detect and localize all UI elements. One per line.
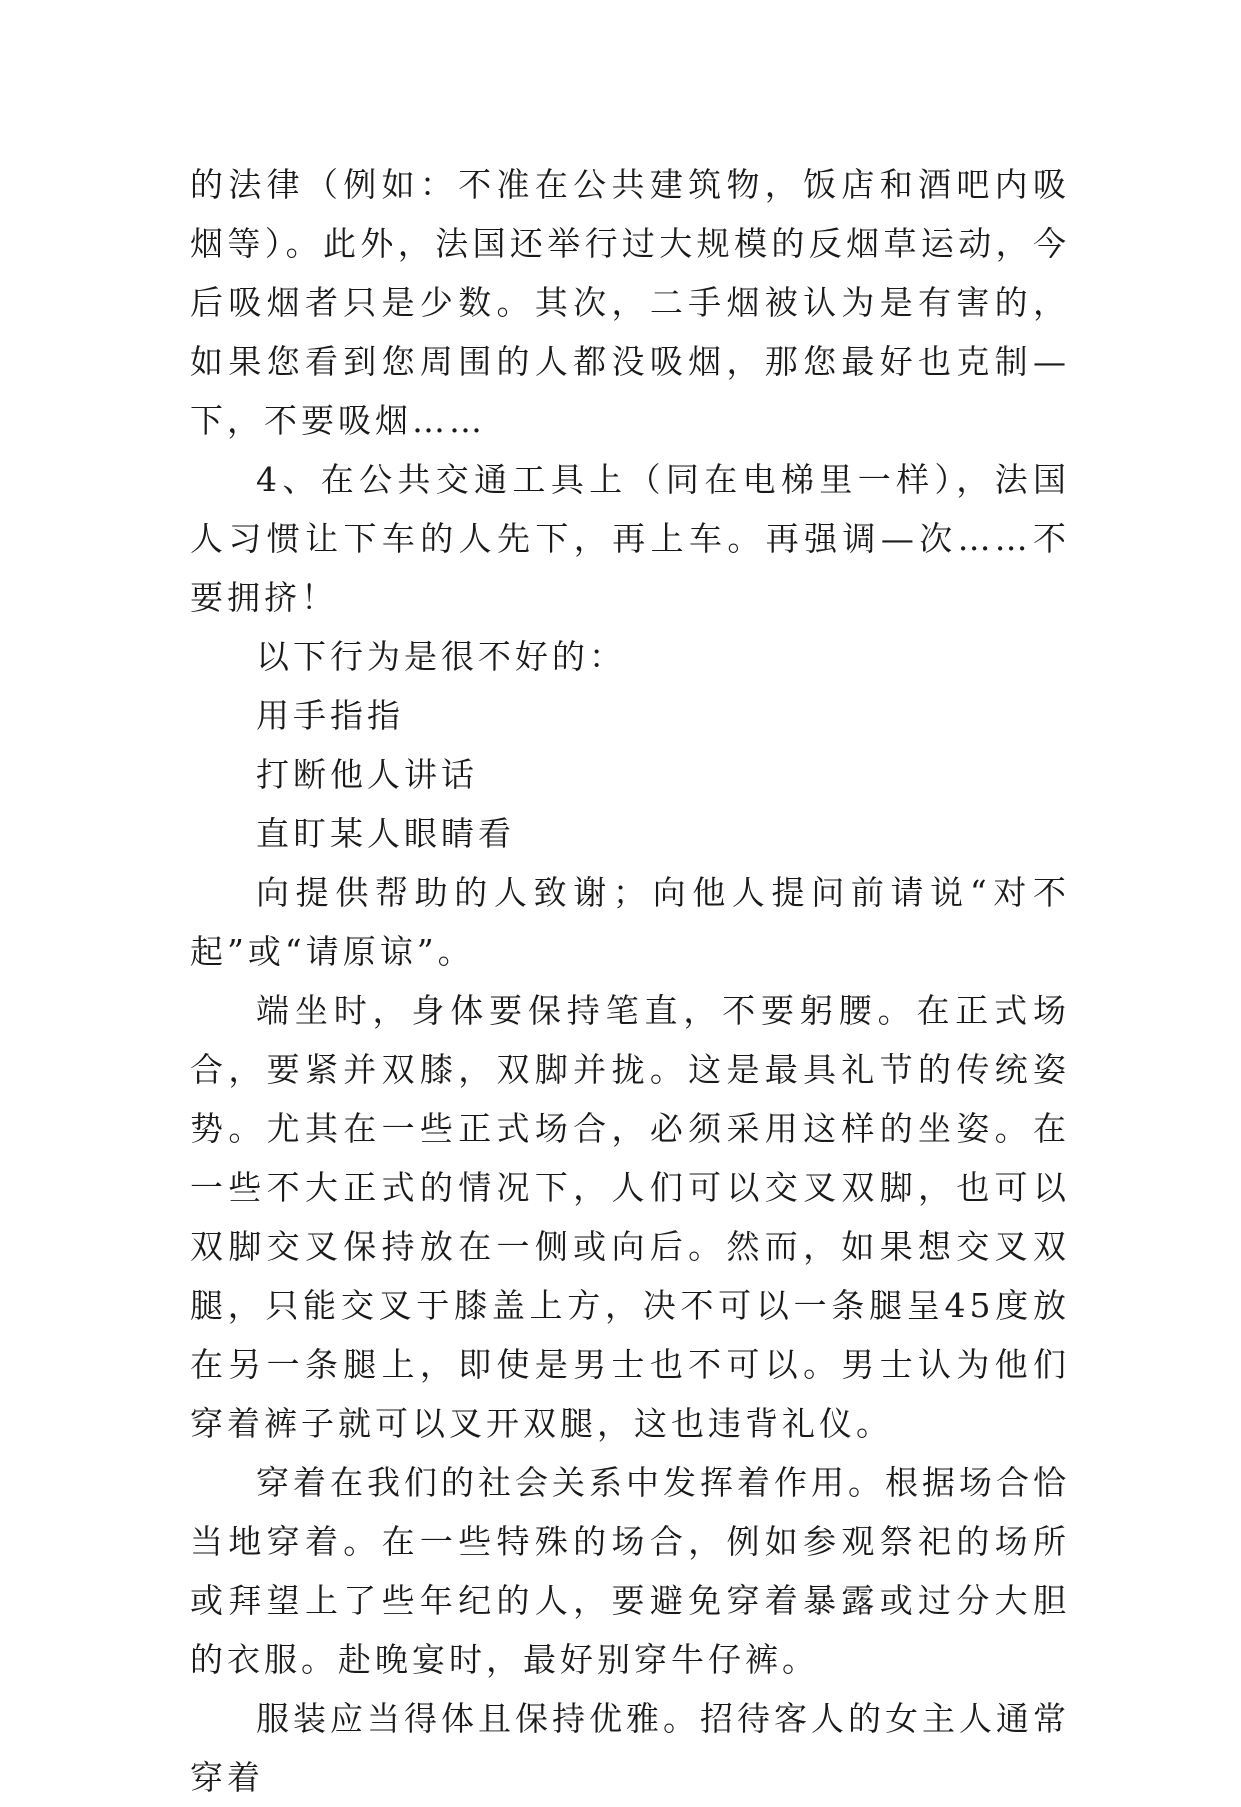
paragraph-dressing: 穿着在我们的社会关系中发挥着作用。根据场合恰当地穿着。在一些特殊的场合，例如参观祭祀的场所或拜望上了些年纪的人，要避免穿着暴露或过分大胆的衣服。赴晚宴时，最好别穿牛仔裤。 xyxy=(190,1463,1070,1679)
list-item-interrupting: 打断他人讲话 xyxy=(256,755,478,794)
paragraph-smoking-law: 的法律（例如：不准在公共建筑物，饭店和酒吧内吸烟等）。此外，法国还举行过大规模的反烟草运动，今后吸烟者只是少数。其次，二手烟被认为是有害的，如果您看到您周围的人都没吸烟，那您最好也克制—下，不要吸烟…… xyxy=(190,165,1070,440)
document-body xyxy=(190,155,1070,1807)
list-item-pointing: 用手指指 xyxy=(256,696,404,735)
list-item-staring: 直盯某人眼睛看 xyxy=(256,814,515,853)
paragraph-sitting-posture: 端坐时，身体要保持笔直，不要躬腰。在正式场合，要紧并双膝，双脚并拢。这是最具礼节的传统姿势。尤其在一些正式场合，必须采用这样的坐姿。在一些不大正式的情况下，人们可以交叉双脚，也可以双脚交叉保持放在一侧或向后。然而，如果想交叉双腿，只能交叉于膝盖上方，决不可以一条腿呈45度放在另一条腿上，即使是男士也不可以。男士认为他们穿着裤子就可以叉开双腿，这也违背礼仪。 xyxy=(190,991,1070,1443)
paragraph-public-transport: 4、在公共交通工具上（同在电梯里一样），法国人习惯让下车的人先下，再上车。再强调—次……不要拥挤！ xyxy=(190,460,1070,617)
paragraph-thanks-excuse: 向提供帮助的人致谢；向他人提问前请说“对不起”或“请原谅”。 xyxy=(190,873,1070,971)
paragraph-attire: 服装应当得体且保持优雅。招待客人的女主人通常穿着 xyxy=(190,1699,1070,1797)
paragraph-bad-behaviors-heading: 以下行为是很不好的： xyxy=(256,637,626,676)
